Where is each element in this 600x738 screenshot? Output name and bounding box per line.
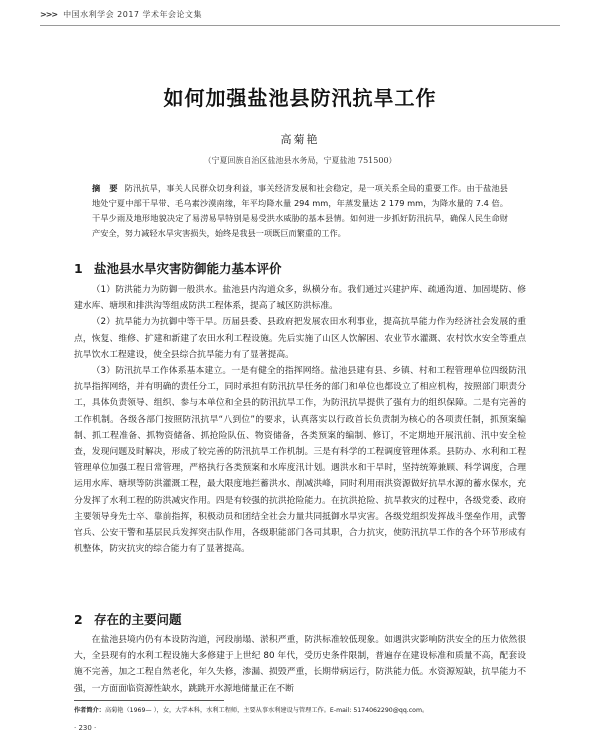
author-footnote: [74, 705, 526, 714]
page-number: · 230 ·: [74, 724, 97, 732]
paper-author: 高菊艳: [280, 133, 320, 146]
footnote-divider: [74, 700, 224, 701]
section-1-body: [74, 282, 526, 557]
paper-title: 如何加强盐池县防汛抗旱工作: [163, 86, 437, 110]
section-2-body: [74, 632, 526, 697]
abstract: [92, 181, 508, 241]
header-journal-title: 中国水利学会 2017 学术年会论文集: [63, 10, 203, 19]
section-1-paragraph: （2）抗旱能力为抗御中等干旱。历届县委、县政府把发展农田水利事业，提高抗旱能力作为经济社会发展的重点，恢复、维修、扩建和新建了农田水利工程设施。先后实施了山区人饮解困、农业节水灌溉、农村饮水安全等重点抗旱饮水工程建设，使全县综合抗旱能力有了显著提高。: [74, 317, 526, 360]
abstract-text: 防汛抗旱，事关人民群众切身利益，事关经济发展和社会稳定，是一项关系全局的重要工作。由于盐池县地处宁夏中部干旱带、毛乌素沙漠南缘，年平均降水量 294 mm，年蒸发量达 2 179 mm，为降水量的 7.4 倍。干旱少雨及地形地貌决定了易涝易旱特别是易受洪水威胁的基本县情。如何进一步抓好防汛抗旱，确保人民生命财产安全，努力减轻水旱灾害损失，始终是我县一项既巨而繁重的工作。: [92, 183, 508, 238]
section-1-heading: [74, 259, 282, 277]
section-2-heading: [74, 610, 182, 628]
section-2-paragraph: 在盐池县境内仍有本设防沟道，河段崩塌、淤积严重，防洪标准较低现象。如遇洪灾影响防洪安全的压力依然很大，全县现有的水利工程设施大多修建于上世纪 80 年代，受历史条件限制，普遍存在建设标准和质量不高，配套设施不完善，加之工程自然老化，年久失修，渗漏、损毁严重，长期带病运行，防洪能力低。水资源短缺，抗旱能力不强，一方面面临资源性缺水，跳跳开水源地储量正在不断: [74, 635, 526, 694]
section-2-number: 2: [74, 612, 83, 627]
footnote-label: 作者简介：: [74, 707, 105, 714]
abstract-label: 摘 要: [92, 183, 121, 193]
author-affiliation: （宁夏回族自治区盐池县水务局，宁夏盐池 751500）: [203, 156, 397, 165]
footnote-text: 高菊艳（1969— ），女，大学本科，水利工程师，主要从事水利建设与管理工作。E-mail: 5174062290@qq.com。: [104, 707, 429, 714]
section-2-title: 存在的主要问题: [94, 612, 182, 627]
section-1-paragraph: （1）防洪能力为防御一般洪水。盐池县内沟道众多，纵横分布。我们通过兴建护库、疏通沟道、加固堤防、修建水库、塘坝和排洪沟等组成防洪工程体系，提高了城区防洪标准。: [74, 285, 526, 312]
section-1-number: 1: [74, 261, 83, 276]
section-1-paragraph: （3）防汛抗旱工作体系基本建立。一是有健全的指挥网络。盐池县建有县、乡镇、村和工程管理单位四级防汛抗旱指挥网络，并有明确的责任分工，同时承担有防汛抗旱任务的部门和单位也都设立了相应机构，按照部门职责分工，具体负责领导、组织、参与本单位和全县的防汛抗旱工作，为防汛抗旱提供了强有力的组织保障。二是有完善的工作机制。各级各部门按照防汛抗旱“八到位”的要求，认真落实以行政首长负责制为核心的各项责任制，抓预案编制、抓工程准备、抓物资储备、抓抢险队伍、物资储备，各类预案的编制、修订，不定期地开展汛前、汛中安全检查，发现问题及时解决，形成了较完善的防汛抗旱工作机制。三是有科学的工程调度管理体系。县防办、水利和工程管理单位加强工程日常管理，严格执行各类预案和水库度汛计划。遇洪水和干旱时，坚持统筹兼顾、科学调度，合理运用水库、塘坝等防洪灌溉工程，最大限度地拦蓄洪水、削减洪峰，同时利用雨洪资源做好抗旱水源的蓄水保水，充分发挥了水利工程的防洪减灾作用。四是有较强的抗洪抢险能力。在抗洪抢险、抗旱救灾的过程中，各级党委、政府主要领导身先士卒、靠前指挥，积极动员和团结全社会力量共同抵御水旱灾害。各级党组织发挥战斗堡垒作用，武警官兵、公安干警和基层民兵发挥突击队作用，各级职能部门各司其职，合力抗灾，使防汛抗旱工作的各个环节形成有机整体，防灾抗灾的综合能力有了显著提高。: [74, 366, 526, 555]
section-1-title: 盐池县水旱灾害防御能力基本评价: [94, 261, 282, 276]
header-chevrons: >>>: [40, 10, 58, 19]
running-header: [40, 9, 560, 26]
